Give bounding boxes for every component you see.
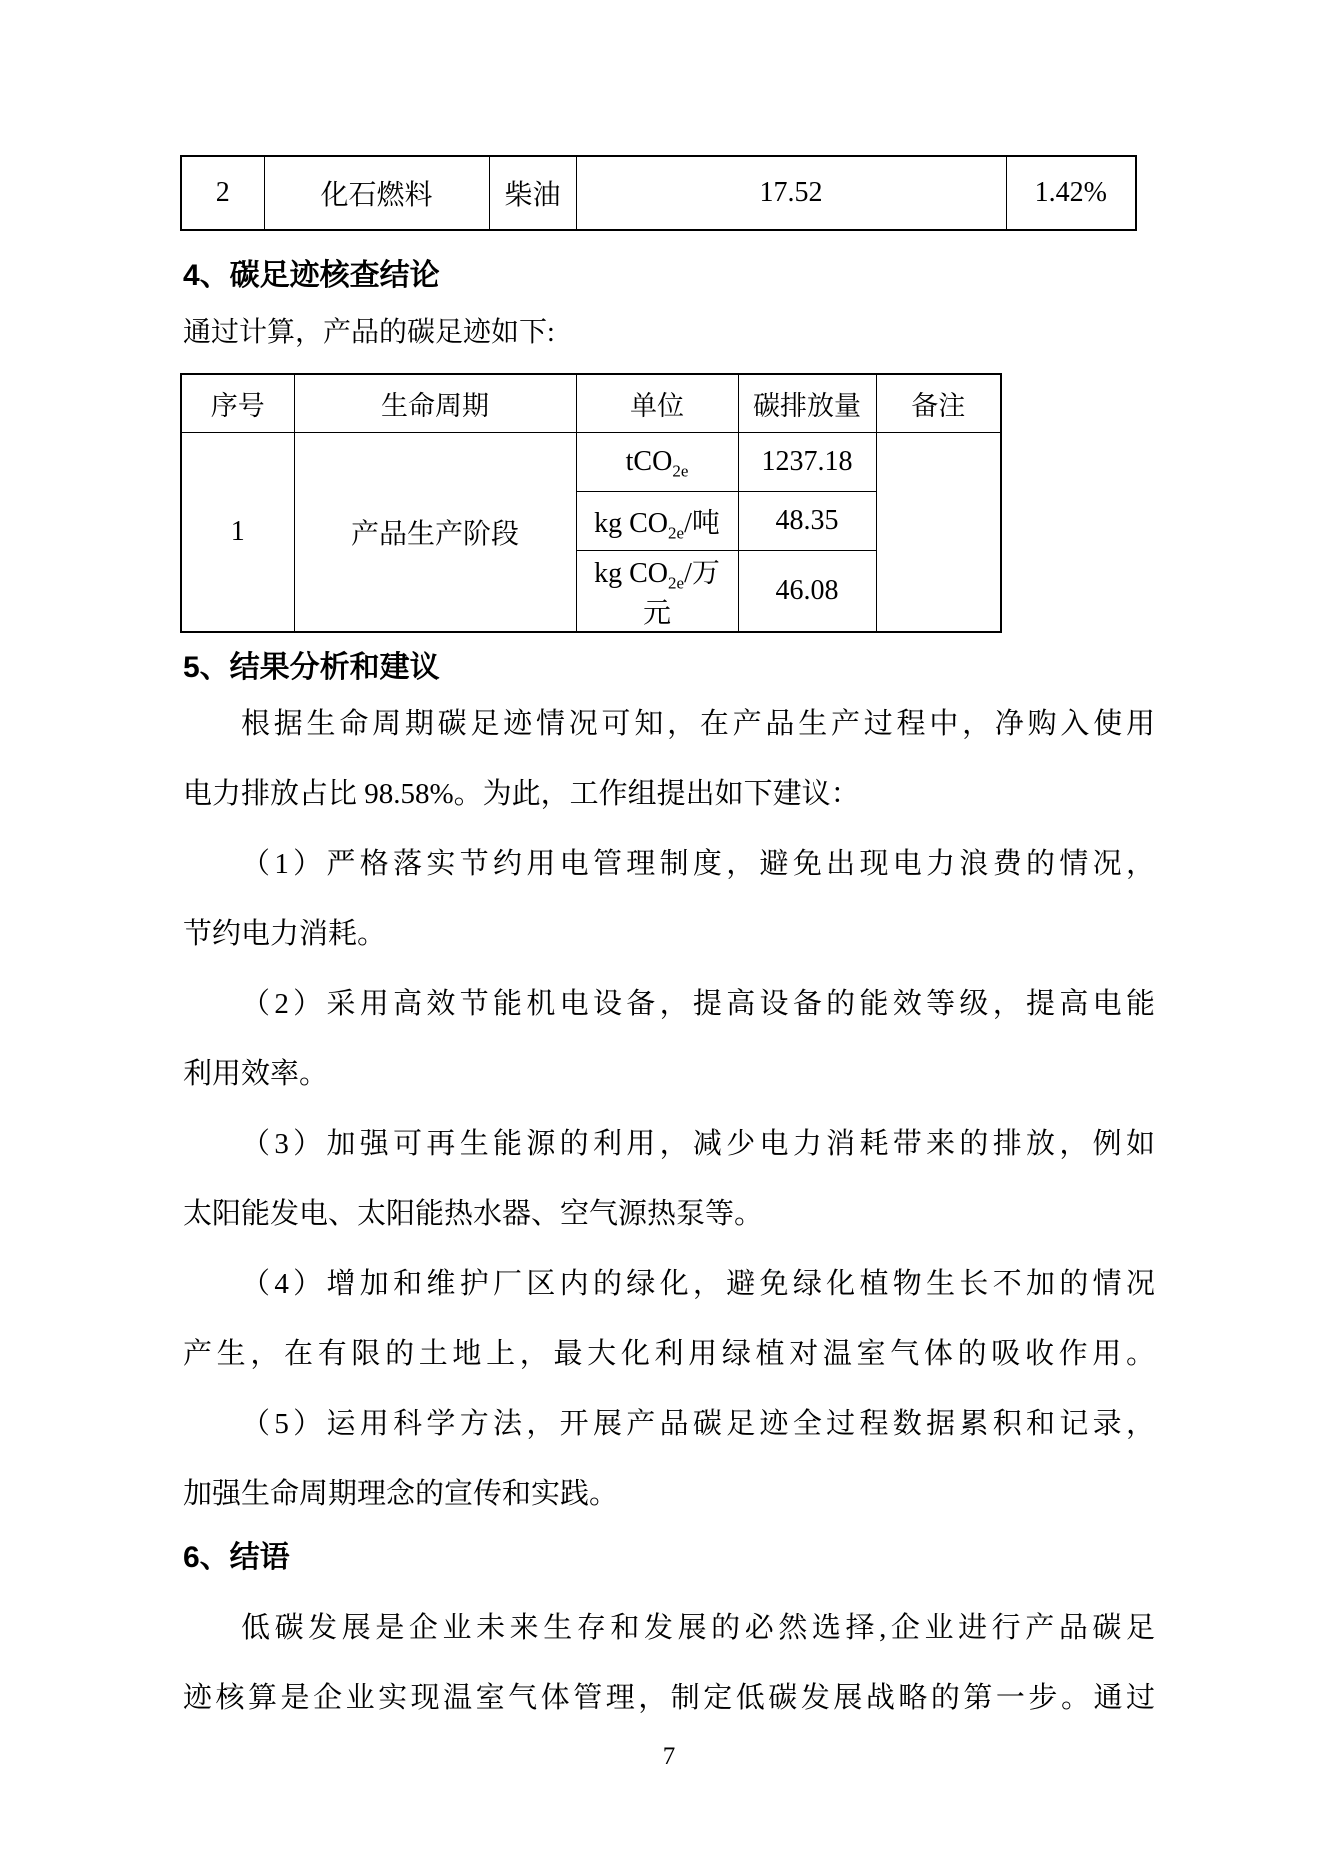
paragraph-line: 太阳能发电、太阳能热水器、空气源热泵等。 <box>183 1198 764 1230</box>
header-cell-emission: 碳排放量 <box>738 374 876 433</box>
header-cell-remark: 备注 <box>876 374 1001 433</box>
section4-heading: 4、碳足迹核查结论 <box>183 259 440 292</box>
paragraph-line: （1）严格落实节约用电管理制度，避免出现电力浪费的情况， <box>241 848 1155 880</box>
unit-cell: kg $CO_{2e}/$万元 <box>576 551 738 633</box>
paragraph-line: 根据生命周期碳足迹情况可知，在产品生产过程中，净购入使用 <box>241 708 1155 740</box>
section5-body <box>183 689 1155 1529</box>
table-header-row <box>181 374 1001 433</box>
header-cell-lifecycle: 生命周期 <box>294 374 576 433</box>
value-cell: 17.52 <box>576 156 1006 230</box>
unit-cell: kg $CO_{2e}/$吨 <box>576 492 738 551</box>
paragraph-line: （3）加强可再生能源的利用，减少电力消耗带来的排放，例如 <box>241 1128 1155 1160</box>
paragraph-line: （5）运用科学方法，开展产品碳足迹全过程数据累积和记录， <box>241 1408 1155 1440</box>
paragraph-line: 产生，在有限的土地上，最大化利用绿植对温室气体的吸收作用。 <box>183 1338 1155 1370</box>
table-row <box>181 433 1001 492</box>
unit-cell: tCO$_{2e}$ <box>576 433 738 492</box>
table-row <box>181 156 1136 230</box>
paragraph-line: 利用效率。 <box>183 1058 329 1090</box>
lifecycle-cell: 产品生产阶段 <box>294 433 576 633</box>
paragraph-line: 迹核算是企业实现温室气体管理，制定低碳发展战略的第一步。通过 <box>183 1682 1155 1714</box>
continuation-table <box>180 155 1137 231</box>
paragraph-line: 电力排放占比 98.58%。为此，工作组提出如下建议： <box>183 778 860 810</box>
emission-cell: 46.08 <box>738 551 876 633</box>
paragraph-line: 节约电力消耗。 <box>183 918 387 950</box>
header-cell-unit: 单位 <box>576 374 738 433</box>
section6-body <box>183 1593 1155 1733</box>
section4-intro-text: 通过计算，产品的碳足迹如下: <box>183 317 555 348</box>
paragraph-line: 低碳发展是企业未来生存和发展的必然选择,企业进行产品碳足 <box>241 1612 1155 1644</box>
section5-heading: 5、结果分析和建议 <box>183 651 440 684</box>
section6-heading: 6、结语 <box>183 1541 290 1574</box>
remark-cell <box>876 433 1001 633</box>
emission-cell: 1237.18 <box>738 433 876 492</box>
paragraph-line: 加强生命周期理念的宣传和实践。 <box>183 1478 619 1510</box>
page-number: 7 <box>662 1743 676 1770</box>
header-cell-seq: 序号 <box>181 374 294 433</box>
category-cell: 化石燃料 <box>264 156 489 230</box>
fuel-cell: 柴油 <box>489 156 576 230</box>
emission-cell: 48.35 <box>738 492 876 551</box>
percent-cell: 1.42% <box>1006 156 1136 230</box>
page-content <box>183 0 1155 1777</box>
seq-cell: 2 <box>181 156 264 230</box>
paragraph-line: （4）增加和维护厂区内的绿化，避免绿化植物生长不加的情况 <box>241 1268 1155 1300</box>
row-number-cell: 1 <box>181 433 294 633</box>
footprint-table <box>180 373 1002 633</box>
paragraph-line: （2）采用高效节能机电设备，提高设备的能效等级，提高电能 <box>241 988 1155 1020</box>
